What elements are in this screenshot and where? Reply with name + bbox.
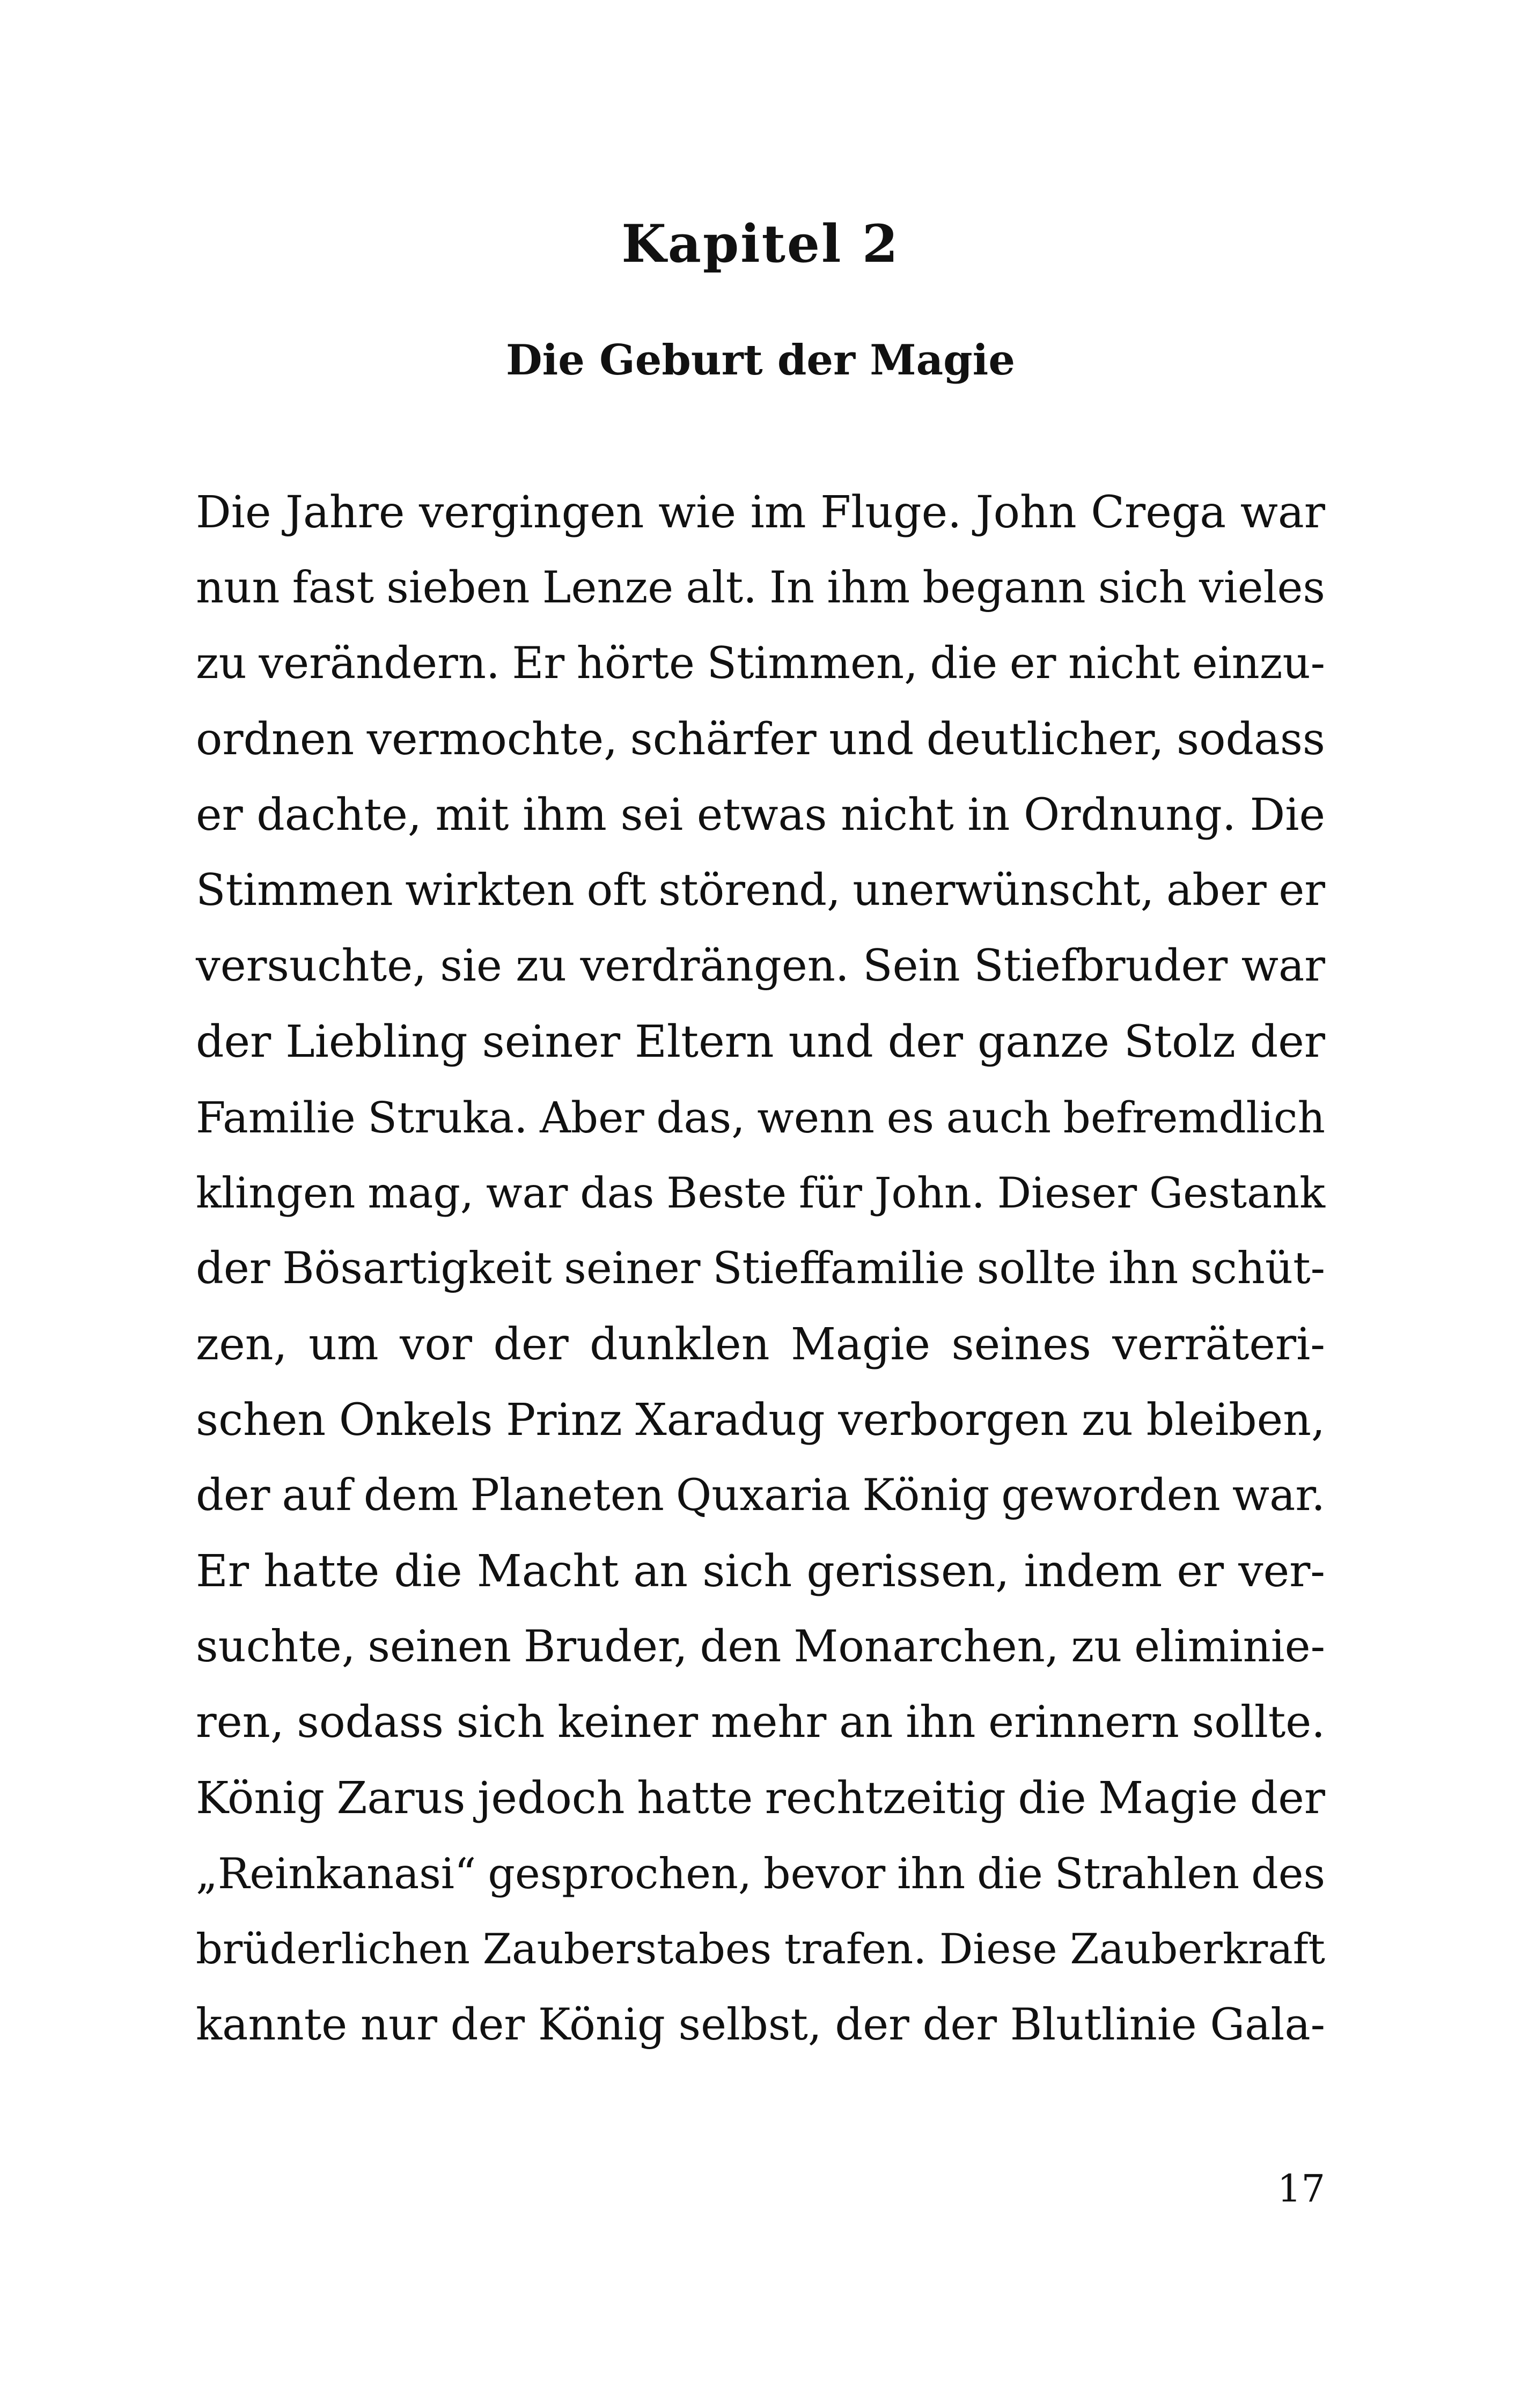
text-line: der auf dem Planeten Quxaria König geworden war. (196, 1470, 1325, 1521)
text-line: ordnen vermochte, schärfer und deutlicher, sodass (196, 714, 1325, 765)
text-line: Stimmen wirkten oft störend, unerwünscht, aber er (196, 865, 1325, 916)
text-line: nun fast sieben Lenze alt. In ihm begann sich vieles (196, 563, 1325, 613)
chapter-subtitle: Die Geburt der Magie (506, 336, 1015, 385)
text-line: Er hatte die Macht an sich gerissen, indem er ver- (196, 1546, 1325, 1597)
text-line: „Reinkanasi“ gesprochen, bevor ihn die Strahlen des (196, 1849, 1325, 1898)
text-line: der Bösartigkeit seiner Stieffamilie sollte ihn schüt- (196, 1243, 1325, 1294)
text-line: klingen mag, war das Beste für John. Dieser Gestank (196, 1168, 1325, 1218)
text-line: Familie Struka. Aber das, wenn es auch befremdlich (196, 1093, 1325, 1143)
text-line: ren, sodass sich keiner mehr an ihn erinnern sollte. (196, 1697, 1325, 1748)
text-line: zu verändern. Er hörte Stimmen, die er nicht einzu- (196, 638, 1325, 689)
text-line: suchte, seinen Bruder, den Monarchen, zu eliminie- (196, 1622, 1325, 1672)
page-number: 17 (1277, 2167, 1325, 2211)
text-line: versuchte, sie zu verdrängen. Sein Stiefbruder war (196, 941, 1325, 991)
chapter-title: Kapitel 2 (621, 213, 900, 274)
text-line: kannte nur der König selbst, der der Blutlinie Gala- (196, 2000, 1325, 2050)
text-line: Die Jahre vergingen wie im Fluge. John Crega war (196, 487, 1325, 538)
body-text (196, 475, 1325, 2063)
text-line: brüderlichen Zauberstabes trafen. Diese Zauberkraft (196, 1925, 1325, 1973)
text-line: er dachte, mit ihm sei etwas nicht in Ordnung. Die (196, 790, 1325, 841)
text-line: schen Onkels Prinz Xaradug verborgen zu bleiben, (196, 1395, 1325, 1446)
text-line: König Zarus jedoch hatte rechtzeitig die Magie der (196, 1773, 1325, 1824)
text-line: zen, um vor der dunklen Magie seines verräteri- (196, 1319, 1325, 1370)
text-line: der Liebling seiner Eltern und der ganze Stolz der (196, 1017, 1325, 1067)
